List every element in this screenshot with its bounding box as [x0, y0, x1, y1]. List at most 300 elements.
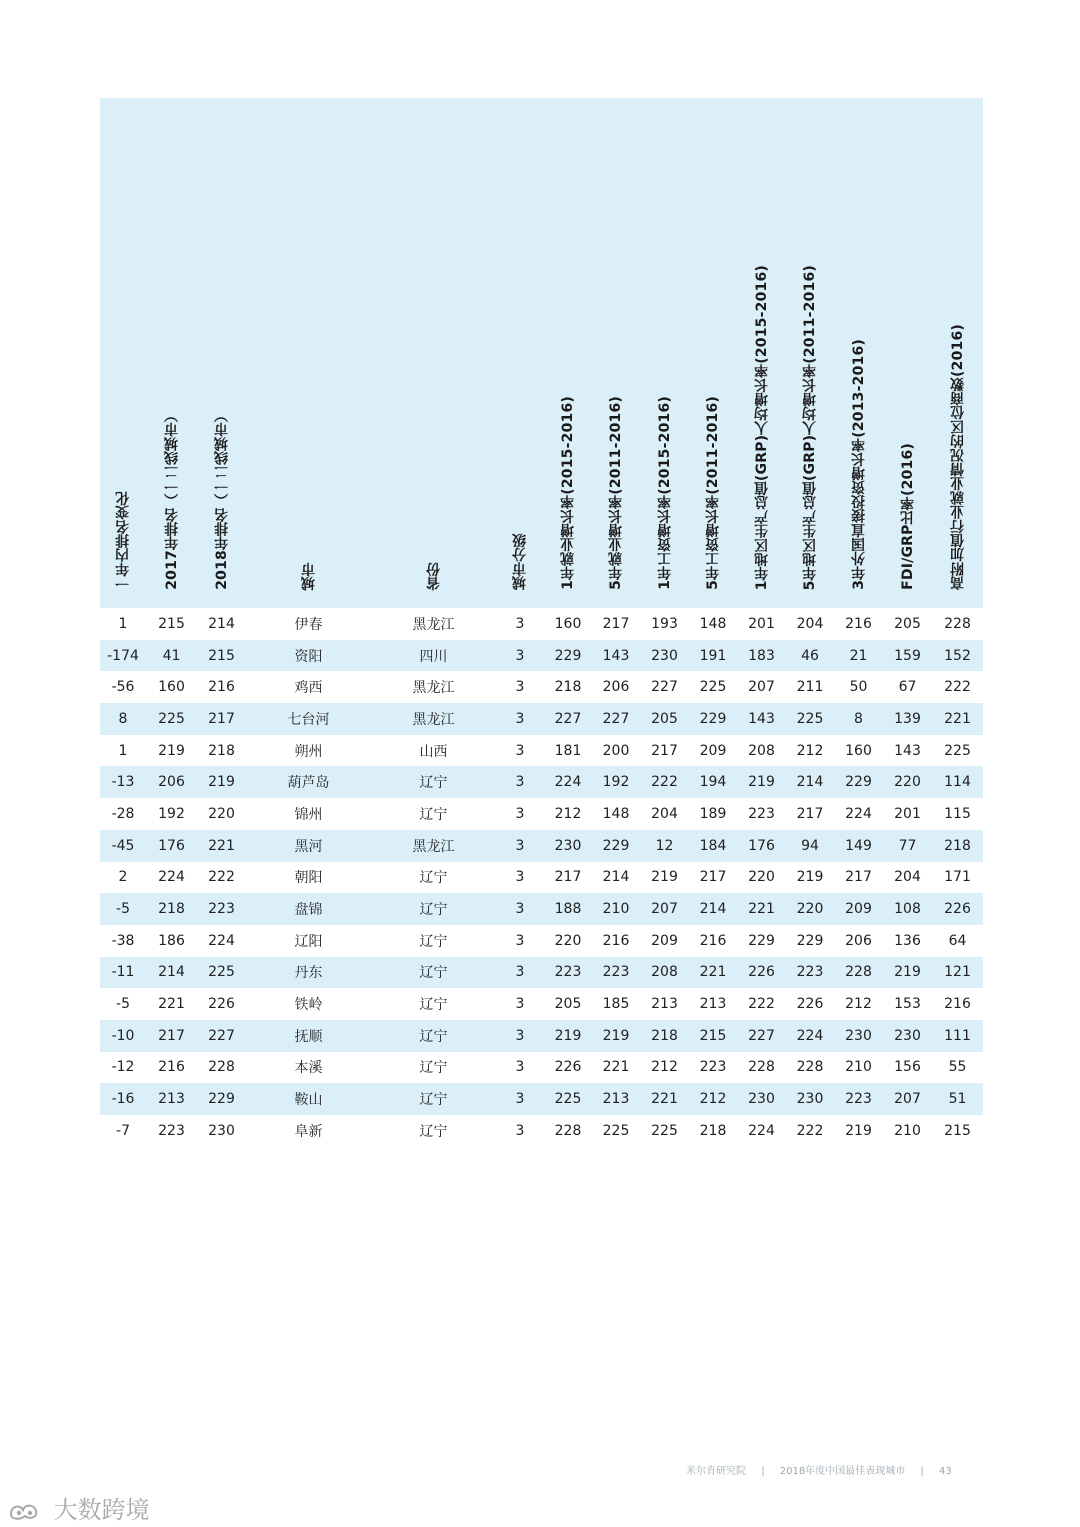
table-cell: 111 [932, 1020, 983, 1052]
table-cell: 64 [932, 925, 983, 957]
table-cell: -45 [100, 830, 146, 862]
column-header [197, 98, 246, 608]
table-cell: 46 [786, 640, 834, 672]
table-cell: 228 [932, 608, 983, 640]
table-cell: 201 [883, 798, 932, 830]
column-header-label: 5年工资增长率(2011-2016) [705, 396, 721, 590]
table-cell: 217 [146, 1020, 197, 1052]
watermark-logo-icon [8, 1500, 42, 1522]
column-header-label: 3年外国直接投资增长率(2013-2016) [850, 339, 867, 590]
table-cell: 216 [197, 671, 246, 703]
footer-report-title: 2018年度中国最佳表现城市 [779, 1466, 906, 1477]
table-cell: 225 [544, 1083, 592, 1115]
table-cell: 3 [496, 988, 544, 1020]
table-row [100, 925, 983, 957]
table-cell: 阜新 [246, 1115, 371, 1147]
table-cell: 229 [689, 703, 737, 735]
table-cell: 205 [640, 703, 689, 735]
table-cell: -5 [100, 893, 146, 925]
column-header [246, 98, 371, 608]
table-row [100, 798, 983, 830]
table-cell: 220 [737, 862, 786, 894]
column-header [689, 98, 737, 608]
table-cell: 171 [932, 862, 983, 894]
table-cell: 217 [592, 608, 640, 640]
table-row [100, 1020, 983, 1052]
table-cell: 227 [197, 1020, 246, 1052]
column-header-label: 城市分级 [512, 533, 528, 590]
table-cell: 229 [786, 925, 834, 957]
table-cell: 辽宁 [371, 1020, 496, 1052]
table-cell: 181 [544, 735, 592, 767]
table-cell: 217 [689, 862, 737, 894]
table-cell: 214 [592, 862, 640, 894]
table-cell: 214 [146, 957, 197, 989]
table-cell: 220 [197, 798, 246, 830]
table-cell: 228 [197, 1052, 246, 1084]
table-cell: 149 [834, 830, 883, 862]
table-cell: 辽宁 [371, 1083, 496, 1115]
table-cell: 黑龙江 [371, 671, 496, 703]
column-header [371, 98, 496, 608]
table-cell: 222 [197, 862, 246, 894]
table-cell: -13 [100, 766, 146, 798]
table-cell: 208 [737, 735, 786, 767]
table-cell: 223 [834, 1083, 883, 1115]
column-header [640, 98, 689, 608]
table-cell: 226 [932, 893, 983, 925]
table-cell: 228 [786, 1052, 834, 1084]
table-cell: 226 [197, 988, 246, 1020]
table-cell: 229 [197, 1083, 246, 1115]
table-cell: 224 [544, 766, 592, 798]
table-cell: 192 [146, 798, 197, 830]
page-footer [680, 1462, 958, 1477]
table-cell: 192 [592, 766, 640, 798]
table-row [100, 988, 983, 1020]
table-cell: 159 [883, 640, 932, 672]
table-cell: 219 [544, 1020, 592, 1052]
table-cell: 225 [197, 957, 246, 989]
table-cell: 225 [932, 735, 983, 767]
table-cell: 224 [786, 1020, 834, 1052]
table-cell: 160 [146, 671, 197, 703]
table-row [100, 1083, 983, 1115]
table-cell: 227 [544, 703, 592, 735]
table-cell: 185 [592, 988, 640, 1020]
watermark [8, 1490, 150, 1525]
table-cell: -16 [100, 1083, 146, 1115]
table-cell: 225 [146, 703, 197, 735]
table-cell: 221 [640, 1083, 689, 1115]
column-header-label: 1年就业增长率(2015-2016) [560, 396, 576, 590]
table-cell: 212 [834, 988, 883, 1020]
table-cell: 206 [592, 671, 640, 703]
table-cell: 191 [689, 640, 737, 672]
table-cell: 山西 [371, 735, 496, 767]
table-cell: 辽宁 [371, 1115, 496, 1147]
table-cell: 148 [689, 608, 737, 640]
table-cell: 218 [640, 1020, 689, 1052]
table-cell: 221 [592, 1052, 640, 1084]
table-row [100, 735, 983, 767]
table-cell: 227 [737, 1020, 786, 1052]
table-cell: 224 [146, 862, 197, 894]
table-cell: 229 [592, 830, 640, 862]
table-cell: 221 [146, 988, 197, 1020]
footer-org: 米尔肯研究院 [686, 1466, 746, 1477]
table-cell: -174 [100, 640, 146, 672]
table-cell: 184 [689, 830, 737, 862]
table-cell: 219 [737, 766, 786, 798]
table-cell: 143 [883, 735, 932, 767]
table-cell: 丹东 [246, 957, 371, 989]
column-header-label: 5年就业增长率(2011-2016) [608, 396, 624, 590]
column-header [146, 98, 197, 608]
table-cell: 214 [786, 766, 834, 798]
table-cell: 2 [100, 862, 146, 894]
column-header-label: 城市 [300, 561, 317, 590]
table-cell: 209 [640, 925, 689, 957]
table-cell: 黑龙江 [371, 608, 496, 640]
table-cell: 223 [786, 957, 834, 989]
table-row [100, 608, 983, 640]
table-cell: 219 [592, 1020, 640, 1052]
table-cell: 3 [496, 766, 544, 798]
table-cell: 216 [932, 988, 983, 1020]
table-cell: 208 [640, 957, 689, 989]
table-cell: -7 [100, 1115, 146, 1147]
table-cell: 鞍山 [246, 1083, 371, 1115]
table-cell: 黑龙江 [371, 830, 496, 862]
table-cell: 218 [197, 735, 246, 767]
table-cell: 1 [100, 735, 146, 767]
table-cell: 223 [689, 1052, 737, 1084]
table-cell: -12 [100, 1052, 146, 1084]
table-cell: 212 [689, 1083, 737, 1115]
column-header [592, 98, 640, 608]
table-cell: 206 [834, 925, 883, 957]
table-cell: 50 [834, 671, 883, 703]
table-cell: 辽宁 [371, 1052, 496, 1084]
table-cell: 黑河 [246, 830, 371, 862]
table-cell: 227 [592, 703, 640, 735]
footer-separator: | [920, 1466, 924, 1477]
table-cell: 1 [100, 608, 146, 640]
table-cell: 215 [197, 640, 246, 672]
table-cell: -28 [100, 798, 146, 830]
table-cell: 230 [640, 640, 689, 672]
table-cell: 219 [834, 1115, 883, 1147]
table-cell: 3 [496, 1020, 544, 1052]
table-cell: 228 [737, 1052, 786, 1084]
footer-separator: | [761, 1466, 765, 1477]
table-cell: 3 [496, 671, 544, 703]
table-cell: 230 [197, 1115, 246, 1147]
table-cell: 盘锦 [246, 893, 371, 925]
table-cell: 223 [146, 1115, 197, 1147]
table-cell: 215 [689, 1020, 737, 1052]
table-cell: 3 [496, 893, 544, 925]
table-cell: 186 [146, 925, 197, 957]
table-cell: 七台河 [246, 703, 371, 735]
column-header [544, 98, 592, 608]
table-row [100, 862, 983, 894]
table-cell: 3 [496, 957, 544, 989]
table-cell: 8 [834, 703, 883, 735]
table-cell: 225 [640, 1115, 689, 1147]
table-cell: 230 [834, 1020, 883, 1052]
table-cell: 资阳 [246, 640, 371, 672]
table-cell: 3 [496, 830, 544, 862]
table-cell: 220 [544, 925, 592, 957]
column-header-label: FDI/GRP比率(2016) [899, 443, 916, 590]
table-cell: 230 [786, 1083, 834, 1115]
table-row [100, 1052, 983, 1084]
table-cell: 224 [197, 925, 246, 957]
table-row [100, 1115, 983, 1147]
table-cell: 51 [932, 1083, 983, 1115]
table-cell: 224 [834, 798, 883, 830]
table-cell: 3 [496, 862, 544, 894]
table-row [100, 830, 983, 862]
table-cell: -5 [100, 988, 146, 1020]
table-cell: 212 [786, 735, 834, 767]
table-cell: 205 [544, 988, 592, 1020]
table-cell: 207 [883, 1083, 932, 1115]
table-cell: 225 [786, 703, 834, 735]
table-cell: 55 [932, 1052, 983, 1084]
table-cell: 215 [932, 1115, 983, 1147]
table-row [100, 893, 983, 925]
table-cell: 212 [640, 1052, 689, 1084]
table-cell: 205 [883, 608, 932, 640]
table-cell: 221 [197, 830, 246, 862]
table-cell: 219 [883, 957, 932, 989]
table-cell: 3 [496, 1115, 544, 1147]
table-cell: 铁岭 [246, 988, 371, 1020]
table-cell: 219 [640, 862, 689, 894]
table-cell: 辽阳 [246, 925, 371, 957]
table-cell: 121 [932, 957, 983, 989]
column-header-label: 高附加值行业就业情况的区位商数(2016) [949, 324, 966, 590]
table-cell: 183 [737, 640, 786, 672]
table-cell: 222 [932, 671, 983, 703]
table-cell: 204 [883, 862, 932, 894]
table-cell: 227 [640, 671, 689, 703]
table-cell: 213 [640, 988, 689, 1020]
page-number: 43 [938, 1466, 952, 1477]
table-cell: 218 [689, 1115, 737, 1147]
column-header [737, 98, 786, 608]
table-cell: 224 [737, 1115, 786, 1147]
table-cell: 207 [640, 893, 689, 925]
table-cell: 230 [737, 1083, 786, 1115]
table-cell: 3 [496, 735, 544, 767]
table-cell: 156 [883, 1052, 932, 1084]
table-cell: 67 [883, 671, 932, 703]
table-cell: 223 [592, 957, 640, 989]
table-cell: 226 [544, 1052, 592, 1084]
table-cell: 176 [146, 830, 197, 862]
table-cell: 辽宁 [371, 862, 496, 894]
table-cell: 153 [883, 988, 932, 1020]
table-body [100, 608, 983, 1147]
table-cell: 225 [689, 671, 737, 703]
table-cell: 139 [883, 703, 932, 735]
column-header [100, 98, 146, 608]
table-cell: 3 [496, 640, 544, 672]
column-header-label: 2017年排名（一二线城市） [163, 408, 180, 590]
table-cell: 216 [834, 608, 883, 640]
table-cell: 228 [834, 957, 883, 989]
table-cell: 213 [689, 988, 737, 1020]
table-cell: 210 [834, 1052, 883, 1084]
table-cell: 200 [592, 735, 640, 767]
table-cell: -38 [100, 925, 146, 957]
table-cell: 21 [834, 640, 883, 672]
table-cell: 223 [737, 798, 786, 830]
column-header [883, 98, 932, 608]
table-cell: 219 [146, 735, 197, 767]
column-header [834, 98, 883, 608]
table-cell: 辽宁 [371, 766, 496, 798]
table-cell: 214 [197, 608, 246, 640]
table-cell: 225 [592, 1115, 640, 1147]
table-cell: 222 [737, 988, 786, 1020]
table-cell: 221 [737, 893, 786, 925]
table-cell: 77 [883, 830, 932, 862]
table-cell: 217 [834, 862, 883, 894]
table-cell: 辽宁 [371, 925, 496, 957]
table-cell: 伊春 [246, 608, 371, 640]
table-cell: 201 [737, 608, 786, 640]
table-row [100, 671, 983, 703]
table-cell: 213 [146, 1083, 197, 1115]
table-cell: 216 [146, 1052, 197, 1084]
table-cell: 8 [100, 703, 146, 735]
column-header-label: 一年内排名变化 [115, 490, 131, 590]
table-cell: 216 [592, 925, 640, 957]
table-cell: 136 [883, 925, 932, 957]
table-cell: 222 [786, 1115, 834, 1147]
column-header-label: 5年地区生产总值(GRP)人均增长率(2011-2016) [802, 264, 818, 590]
table-cell: 3 [496, 608, 544, 640]
table-cell: 220 [786, 893, 834, 925]
column-header [932, 98, 983, 608]
table-cell: 217 [544, 862, 592, 894]
table-row [100, 957, 983, 989]
table-cell: 226 [786, 988, 834, 1020]
table-cell: 3 [496, 798, 544, 830]
table-cell: 226 [737, 957, 786, 989]
table-cell: 辽宁 [371, 957, 496, 989]
table-cell: 108 [883, 893, 932, 925]
table-cell: 152 [932, 640, 983, 672]
table-cell: 41 [146, 640, 197, 672]
table-cell: 抚顺 [246, 1020, 371, 1052]
column-header-label: 2018年排名（一二线城市） [213, 408, 230, 590]
table-cell: 213 [592, 1083, 640, 1115]
table-cell: -11 [100, 957, 146, 989]
table-cell: 222 [640, 766, 689, 798]
table-cell: 3 [496, 1052, 544, 1084]
table-cell: 辽宁 [371, 893, 496, 925]
table-cell: 黑龙江 [371, 703, 496, 735]
table-cell: 193 [640, 608, 689, 640]
table-cell: 223 [544, 957, 592, 989]
table-cell: 143 [737, 703, 786, 735]
table-cell: 229 [544, 640, 592, 672]
table-cell: 229 [834, 766, 883, 798]
table-cell: 217 [786, 798, 834, 830]
table-cell: 3 [496, 703, 544, 735]
column-header-label: 1年地区生产总值(GRP)人均增长率(2015-2016) [753, 264, 770, 590]
table-cell: -10 [100, 1020, 146, 1052]
table-cell: 204 [640, 798, 689, 830]
city-ranking-table [100, 98, 983, 1147]
table-cell: 朔州 [246, 735, 371, 767]
table-cell: 210 [592, 893, 640, 925]
table-row [100, 703, 983, 735]
table-cell: 215 [146, 608, 197, 640]
header-row [100, 98, 983, 608]
table-cell: 209 [689, 735, 737, 767]
table-cell: 223 [197, 893, 246, 925]
table-cell: 3 [496, 1083, 544, 1115]
table-cell: 188 [544, 893, 592, 925]
table-cell: 216 [689, 925, 737, 957]
table-cell: 3 [496, 925, 544, 957]
table-cell: 四川 [371, 640, 496, 672]
table-cell: 锦州 [246, 798, 371, 830]
table-cell: 209 [834, 893, 883, 925]
ranking-table-container [100, 98, 982, 1147]
table-cell: 220 [883, 766, 932, 798]
table-row [100, 640, 983, 672]
table-cell: 176 [737, 830, 786, 862]
table-header [100, 98, 983, 608]
table-cell: -56 [100, 671, 146, 703]
table-cell: 143 [592, 640, 640, 672]
column-header [496, 98, 544, 608]
table-cell: 本溪 [246, 1052, 371, 1084]
table-cell: 221 [689, 957, 737, 989]
table-cell: 218 [146, 893, 197, 925]
table-cell: 211 [786, 671, 834, 703]
column-header-label: 省份 [425, 561, 442, 590]
table-cell: 221 [932, 703, 983, 735]
table-cell: 219 [197, 766, 246, 798]
table-cell: 217 [197, 703, 246, 735]
table-cell: 194 [689, 766, 737, 798]
table-cell: 葫芦岛 [246, 766, 371, 798]
table-cell: 160 [834, 735, 883, 767]
table-cell: 辽宁 [371, 988, 496, 1020]
table-cell: 218 [932, 830, 983, 862]
table-cell: 115 [932, 798, 983, 830]
table-cell: 206 [146, 766, 197, 798]
table-cell: 94 [786, 830, 834, 862]
table-cell: 230 [883, 1020, 932, 1052]
table-cell: 210 [883, 1115, 932, 1147]
column-header [786, 98, 834, 608]
table-cell: 160 [544, 608, 592, 640]
table-cell: 228 [544, 1115, 592, 1147]
table-row [100, 766, 983, 798]
column-header-label: 1年工资增长率(2015-2016) [656, 396, 673, 590]
table-cell: 229 [737, 925, 786, 957]
